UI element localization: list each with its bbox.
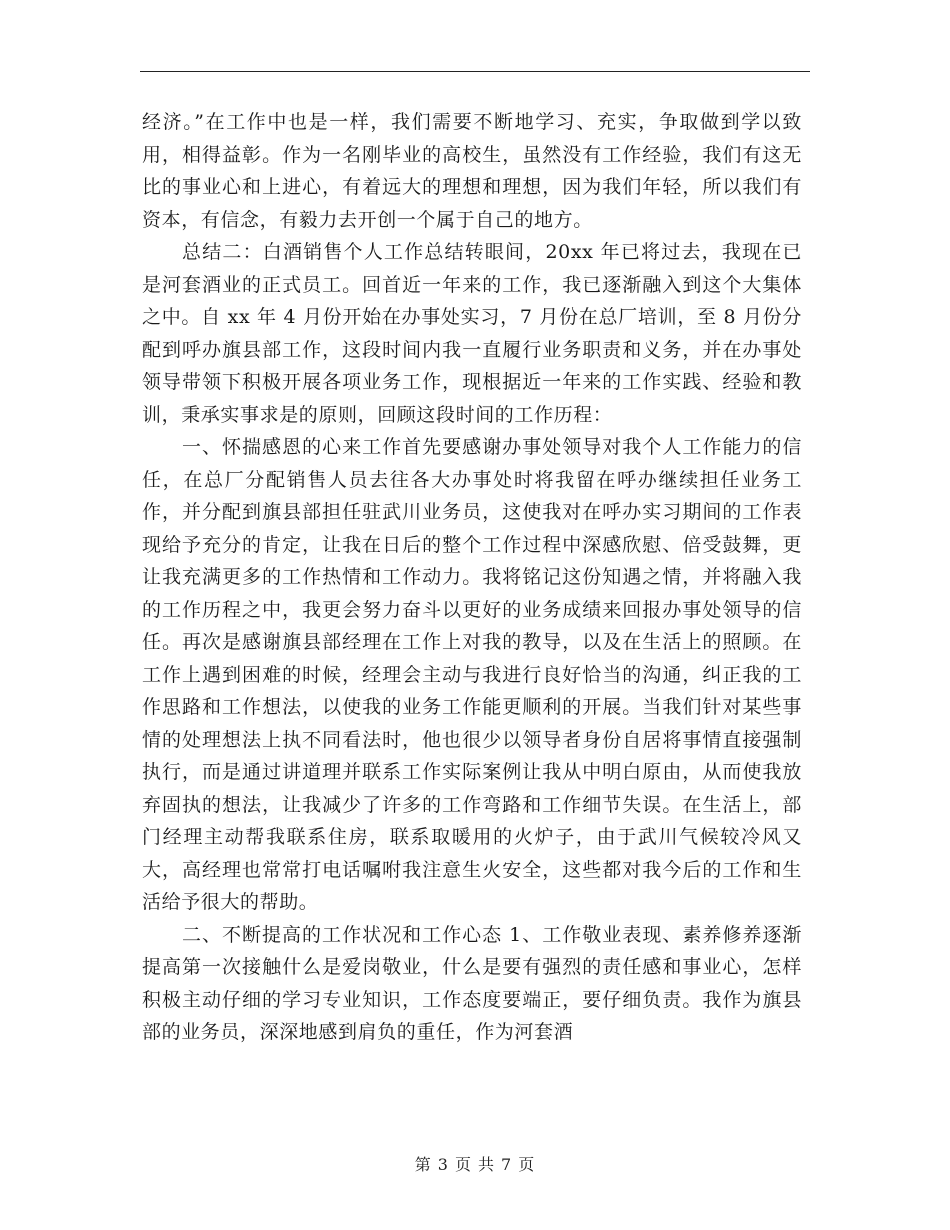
footer-prefix: 第 [414, 1155, 432, 1174]
header-rule [140, 71, 810, 72]
page-footer [0, 1152, 950, 1175]
body-text [142, 106, 802, 1049]
paragraph-continuation: 经济。”在工作中也是一样，我们需要不断地学习、充实，争取做到学以致用，相得益彰。作为一名刚毕业的高校生，虽然没有工作经验，我们有这无比的事业心和上进心，有着远大的理想和理想，因为我们年轻，所以我们有资本，有信念，有毅力去开创一个属于自己的地方。 [142, 111, 802, 231]
paragraph-section-two: 二、不断提高的工作状况和工作心态 1、工作敬业表现、素养修养逐渐提高第一次接触什么是爱岗敬业，什么是要有强烈的责任感和事业心，怎样积极主动仔细的学习专业知识，工作态度要端正，要仔细负责。我作为旗县部的业务员，深深地感到肩负的重任，作为河套酒 [142, 923, 802, 1043]
paragraph-summary-two: 总结二：白酒销售个人工作总结转眼间，20xx 年已将过去，我现在已是河套酒业的正式员工。回首近一年来的工作，我已逐渐融入到这个大集体之中。自 xx 年 4 月份开始在办事处实习，7 月份在总厂培训，至 8 月份分配到呼办旗县部工作，这段时间内我一直履行业务职责和义务，并在办事处领导带领下积极开展各项业务工作，现根据近一年来的工作实践、经验和教训，秉承实事求是的原则，回顾这段时间的工作历程： [142, 241, 802, 426]
footer-suffix: 页 [518, 1155, 536, 1174]
footer-total-pages: 7 [501, 1155, 513, 1174]
footer-middle: 页 共 [454, 1155, 496, 1174]
footer-page-number: 3 [437, 1155, 449, 1174]
paragraph-section-one: 一、怀揣感恩的心来工作首先要感谢办事处领导对我个人工作能力的信任，在总厂分配销售人员去往各大办事处时将我留在呼办继续担任业务工作，并分配到旗县部担任驻武川业务员，这使我对在呼办实习期间的工作表现给予充分的肯定，让我在日后的整个工作过程中深感欣慰、倍受鼓舞，更让我充满更多的工作热情和工作动力。我将铭记这份知遇之情，并将融入我的工作历程之中，我更会努力奋斗以更好的业务成绩来回报办事处领导的信任。再次是感谢旗县部经理在工作上对我的教导，以及在生活上的照顾。在工作上遇到困难的时候，经理会主动与我进行良好恰当的沟通，纠正我的工作思路和工作想法，以使我的业务工作能更顺利的开展。当我们针对某些事情的处理想法上执不同看法时，他也很少以领导者身份自居将事情直接强制执行，而是通过讲道理并联系工作实际案例让我从中明白原由，从而使我放弃固执的想法，让我减少了许多的工作弯路和工作细节失误。在生活上，部门经理主动帮我联系住房，联系取暖用的火炉子，由于武川气候较冷风又大，高经理也常常打电话嘱咐我注意生火安全，这些都对我今后的工作和生活给予很大的帮助。 [142, 436, 802, 913]
